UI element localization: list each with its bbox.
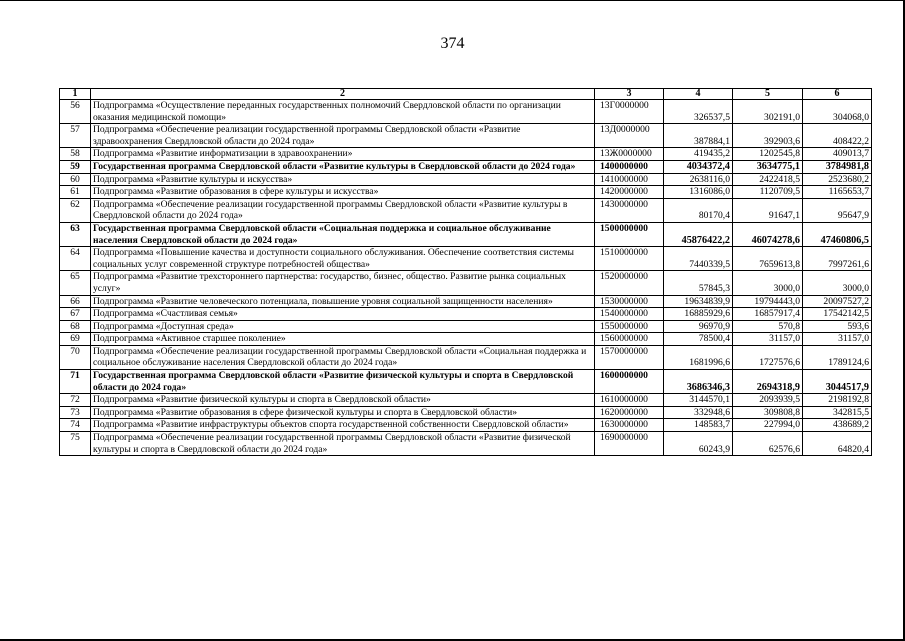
row-value-6: 342815,5 bbox=[803, 406, 872, 419]
column-header: 4 bbox=[664, 89, 733, 100]
row-value-6: 7997261,6 bbox=[803, 247, 872, 271]
row-code: 1610000000 bbox=[595, 394, 664, 407]
row-value-6: 593,6 bbox=[803, 320, 872, 333]
row-number: 69 bbox=[60, 333, 91, 346]
row-name: Подпрограмма «Обеспечение реализации государственной программы Свердловской области «Социальная поддержка и социальное обслуживание населения Свердловской области до 2024 года» bbox=[91, 345, 595, 369]
row-value-4: 45876422,2 bbox=[664, 222, 733, 246]
row-code: 13Ж0000000 bbox=[595, 148, 664, 161]
row-value-6: 2523680,2 bbox=[803, 173, 872, 186]
row-code: 1560000000 bbox=[595, 333, 664, 346]
row-number: 67 bbox=[60, 308, 91, 321]
row-name: Государственная программа Свердловской области «Развитие физической культуры и спорта в Свердловской области до 2024 года» bbox=[91, 370, 595, 394]
table-row bbox=[60, 186, 872, 199]
row-number: 64 bbox=[60, 247, 91, 271]
row-code: 1620000000 bbox=[595, 406, 664, 419]
row-value-6: 408422,2 bbox=[803, 124, 872, 148]
row-value-4: 7440339,5 bbox=[664, 247, 733, 271]
row-value-4: 1681996,6 bbox=[664, 345, 733, 369]
row-name: Подпрограмма «Развитие трехстороннего партнерства: государство, бизнес, общество. Развитие рынка социальных услуг» bbox=[91, 271, 595, 295]
row-number: 59 bbox=[60, 160, 91, 173]
row-number: 68 bbox=[60, 320, 91, 333]
row-value-6: 3784981,8 bbox=[803, 160, 872, 173]
row-value-4: 96970,9 bbox=[664, 320, 733, 333]
column-header: 2 bbox=[91, 89, 595, 100]
table-row bbox=[60, 160, 872, 173]
row-value-4: 16885929,6 bbox=[664, 308, 733, 321]
row-name: Подпрограмма «Развитие информатизации в здравоохранении» bbox=[91, 148, 595, 161]
row-value-4: 60243,9 bbox=[664, 432, 733, 456]
table-row bbox=[60, 100, 872, 124]
row-name: Подпрограмма «Счастливая семья» bbox=[91, 308, 595, 321]
row-number: 65 bbox=[60, 271, 91, 295]
row-value-6: 95647,9 bbox=[803, 198, 872, 222]
row-number: 75 bbox=[60, 432, 91, 456]
row-value-5: 46074278,6 bbox=[733, 222, 803, 246]
row-value-4: 1316086,0 bbox=[664, 186, 733, 199]
row-name: Подпрограмма «Активное старшее поколение» bbox=[91, 333, 595, 346]
row-name: Подпрограмма «Обеспечение реализации государственной программы Свердловской области «Развитие культуры в Свердловской области до 2024 года» bbox=[91, 198, 595, 222]
table-row bbox=[60, 124, 872, 148]
row-code: 1420000000 bbox=[595, 186, 664, 199]
row-value-5: 1120709,5 bbox=[733, 186, 803, 199]
row-code: 1410000000 bbox=[595, 173, 664, 186]
table-row bbox=[60, 419, 872, 432]
row-value-4: 2638116,0 bbox=[664, 173, 733, 186]
row-value-5: 1727576,6 bbox=[733, 345, 803, 369]
row-name: Подпрограмма «Обеспечение реализации государственной программы Свердловской области «Развитие здравоохранения Свердловской области до 2024 года» bbox=[91, 124, 595, 148]
row-value-6: 1789124,6 bbox=[803, 345, 872, 369]
row-number: 70 bbox=[60, 345, 91, 369]
row-value-4: 332948,6 bbox=[664, 406, 733, 419]
table-row bbox=[60, 406, 872, 419]
row-number: 63 bbox=[60, 222, 91, 246]
row-value-5: 570,8 bbox=[733, 320, 803, 333]
row-value-5: 227994,0 bbox=[733, 419, 803, 432]
row-name: Подпрограмма «Обеспечение реализации государственной программы Свердловской области «Развитие физической культуры и спорта в Свердловской области до 2024 года» bbox=[91, 432, 595, 456]
row-value-6: 20097527,2 bbox=[803, 295, 872, 308]
table-row bbox=[60, 333, 872, 346]
row-value-6: 409013,7 bbox=[803, 148, 872, 161]
row-name: Подпрограмма «Развитие инфраструктуры объектов спорта государственной собственности Свердловской области» bbox=[91, 419, 595, 432]
row-number: 60 bbox=[60, 173, 91, 186]
row-number: 72 bbox=[60, 394, 91, 407]
column-header: 1 bbox=[60, 89, 91, 100]
row-code: 1520000000 bbox=[595, 271, 664, 295]
row-value-4: 4034372,4 bbox=[664, 160, 733, 173]
row-number: 56 bbox=[60, 100, 91, 124]
column-header: 3 bbox=[595, 89, 664, 100]
row-number: 66 bbox=[60, 295, 91, 308]
row-code: 1400000000 bbox=[595, 160, 664, 173]
table-row bbox=[60, 271, 872, 295]
page-number: 374 bbox=[440, 35, 465, 52]
row-value-6: 17542142,5 bbox=[803, 308, 872, 321]
table-row bbox=[60, 308, 872, 321]
row-code: 1550000000 bbox=[595, 320, 664, 333]
table-row bbox=[60, 247, 872, 271]
row-number: 73 bbox=[60, 406, 91, 419]
row-value-6: 31157,0 bbox=[803, 333, 872, 346]
row-value-5: 3634775,1 bbox=[733, 160, 803, 173]
row-value-5: 392903,6 bbox=[733, 124, 803, 148]
row-value-5: 19794443,0 bbox=[733, 295, 803, 308]
row-code: 1530000000 bbox=[595, 295, 664, 308]
row-value-5: 2694318,9 bbox=[733, 370, 803, 394]
row-value-4: 387884,1 bbox=[664, 124, 733, 148]
table-row bbox=[60, 394, 872, 407]
budget-table bbox=[59, 88, 872, 456]
row-value-5: 309808,8 bbox=[733, 406, 803, 419]
row-code: 1510000000 bbox=[595, 247, 664, 271]
column-header: 6 bbox=[803, 89, 872, 100]
row-name: Государственная программа Свердловской области «Развитие культуры в Свердловской области до 2024 года» bbox=[91, 160, 595, 173]
row-value-4: 326537,5 bbox=[664, 100, 733, 124]
table-row bbox=[60, 198, 872, 222]
row-value-6: 47460806,5 bbox=[803, 222, 872, 246]
row-code: 1540000000 bbox=[595, 308, 664, 321]
row-number: 62 bbox=[60, 198, 91, 222]
row-code: 1630000000 bbox=[595, 419, 664, 432]
table-row bbox=[60, 370, 872, 394]
row-value-4: 419435,2 bbox=[664, 148, 733, 161]
row-value-6: 3044517,9 bbox=[803, 370, 872, 394]
row-value-6: 1165653,7 bbox=[803, 186, 872, 199]
row-value-5: 7659613,8 bbox=[733, 247, 803, 271]
table-header-row bbox=[60, 89, 872, 100]
row-code: 13Д0000000 bbox=[595, 124, 664, 148]
row-value-5: 2093939,5 bbox=[733, 394, 803, 407]
row-value-4: 19634839,9 bbox=[664, 295, 733, 308]
row-value-5: 3000,0 bbox=[733, 271, 803, 295]
column-header: 5 bbox=[733, 89, 803, 100]
row-value-5: 62576,6 bbox=[733, 432, 803, 456]
row-value-5: 31157,0 bbox=[733, 333, 803, 346]
row-value-5: 91647,1 bbox=[733, 198, 803, 222]
row-name: Подпрограмма «Осуществление переданных государственных полномочий Свердловской области по организации оказания медицинской помощи» bbox=[91, 100, 595, 124]
row-name: Подпрограмма «Развитие физической культуры и спорта в Свердловской области» bbox=[91, 394, 595, 407]
row-name: Подпрограмма «Доступная среда» bbox=[91, 320, 595, 333]
row-value-4: 78500,4 bbox=[664, 333, 733, 346]
row-value-4: 57845,3 bbox=[664, 271, 733, 295]
row-value-6: 3000,0 bbox=[803, 271, 872, 295]
table-row bbox=[60, 148, 872, 161]
table-row bbox=[60, 320, 872, 333]
row-value-4: 3144570,1 bbox=[664, 394, 733, 407]
row-value-6: 2198192,8 bbox=[803, 394, 872, 407]
row-number: 61 bbox=[60, 186, 91, 199]
row-value-5: 302191,0 bbox=[733, 100, 803, 124]
row-value-6: 64820,4 bbox=[803, 432, 872, 456]
row-name: Подпрограмма «Развитие культуры и искусства» bbox=[91, 173, 595, 186]
row-number: 71 bbox=[60, 370, 91, 394]
row-name: Подпрограмма «Развитие образования в сфере культуры и искусства» bbox=[91, 186, 595, 199]
row-number: 74 bbox=[60, 419, 91, 432]
row-name: Подпрограмма «Развитие человеческого потенциала, повышение уровня социальной защищенности населения» bbox=[91, 295, 595, 308]
row-value-6: 304068,0 bbox=[803, 100, 872, 124]
row-name: Государственная программа Свердловской области «Социальная поддержка и социальное обслуживание населения Свердловской области до 2024 года» bbox=[91, 222, 595, 246]
row-code: 13Г0000000 bbox=[595, 100, 664, 124]
table-row bbox=[60, 345, 872, 369]
row-value-6: 438689,2 bbox=[803, 419, 872, 432]
table-row bbox=[60, 432, 872, 456]
row-value-4: 80170,4 bbox=[664, 198, 733, 222]
row-code: 1500000000 bbox=[595, 222, 664, 246]
row-value-4: 148583,7 bbox=[664, 419, 733, 432]
row-value-4: 3686346,3 bbox=[664, 370, 733, 394]
row-value-5: 2422418,5 bbox=[733, 173, 803, 186]
row-name: Подпрограмма «Развитие образования в сфере физической культуры и спорта в Свердловской области» bbox=[91, 406, 595, 419]
row-code: 1690000000 bbox=[595, 432, 664, 456]
table-body bbox=[60, 100, 872, 456]
row-code: 1570000000 bbox=[595, 345, 664, 369]
row-number: 57 bbox=[60, 124, 91, 148]
row-value-5: 1202545,8 bbox=[733, 148, 803, 161]
row-name: Подпрограмма «Повышение качества и доступности социального обслуживания. Обеспечение соответствия системы социальных услуг современной структуре потребностей общества» bbox=[91, 247, 595, 271]
table-row bbox=[60, 295, 872, 308]
row-code: 1600000000 bbox=[595, 370, 664, 394]
table-row bbox=[60, 222, 872, 246]
row-number: 58 bbox=[60, 148, 91, 161]
row-code: 1430000000 bbox=[595, 198, 664, 222]
row-value-5: 16857917,4 bbox=[733, 308, 803, 321]
table-row bbox=[60, 173, 872, 186]
